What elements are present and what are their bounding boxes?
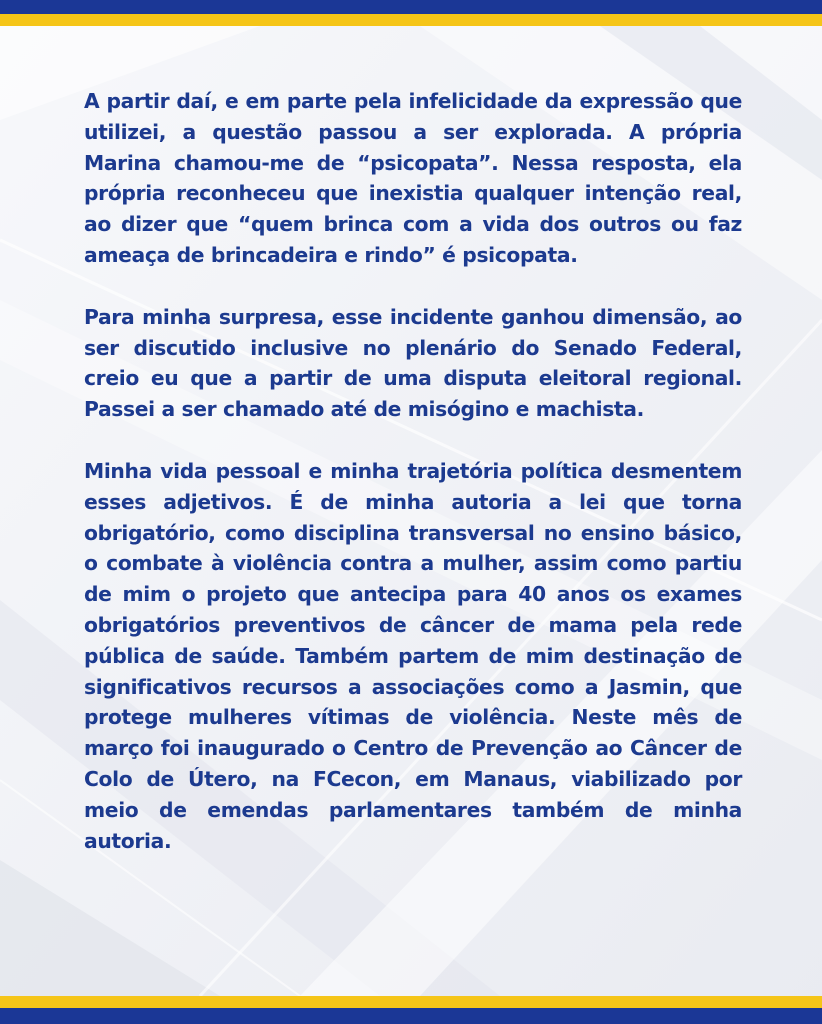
bottom-blue-stripe: [0, 1008, 822, 1024]
top-blue-stripe: [0, 0, 822, 14]
paragraph-1: A partir daí, e em parte pela infelicidade da expressão que utilizei, a questão passou a ser explorada. A própria Marina chamou-me de “psicopata”. Nessa resposta, ela própria reconheceu que inexistia qualquer intenção real, ao dizer que “quem brinca com a vida dos outros ou faz ameaça de brincadeira e rindo” é psicopata.: [84, 89, 742, 267]
bottom-yellow-stripe: [0, 996, 822, 1008]
top-yellow-stripe: [0, 14, 822, 26]
paragraph-2: Para minha surpresa, esse incidente ganhou dimensão, ao ser discutido inclusive no plenário do Senado Federal, creio eu que a partir de uma disputa eleitoral regional. Passei a ser chamado até de misógino e machista.: [84, 304, 742, 422]
document-body: [84, 86, 742, 856]
paragraph-3: Minha vida pessoal e minha trajetória política desmentem esses adjetivos. É de minha autoria a lei que torna obrigatório, como disciplina transversal no ensino básico, o combate à violência contra a mulher, assim como partiu de mim o projeto que antecipa para 40 anos os exames obrigatórios preventivos de câncer de mama pela rede pública de saúde. Também partem de mim destinação de significativos recursos a associações como a Jasmin, que protege mulheres vítimas de violência. Neste mês de março foi inaugurado o Centro de Prevenção ao Câncer de Colo de Útero, na FCecon, em Manaus, viabilizado por meio de emendas parlamentares também de minha autoria.: [84, 458, 742, 853]
